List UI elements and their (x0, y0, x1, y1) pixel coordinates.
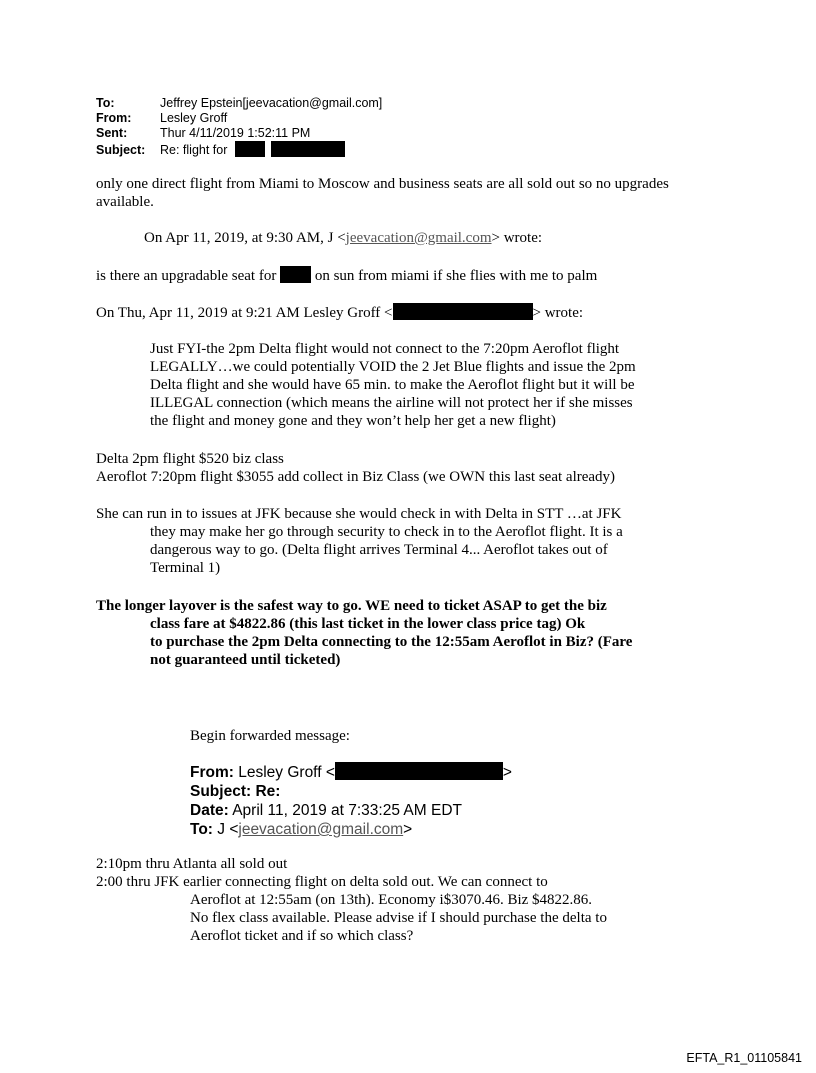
header-to (96, 96, 382, 111)
fwd-from-suffix: > (502, 764, 512, 781)
fwd-date (190, 801, 512, 820)
redaction-box (280, 266, 311, 283)
body-paragraph (96, 855, 607, 945)
fwd-from-label: From: (190, 764, 234, 781)
redaction-box (235, 141, 265, 157)
sent-label: Sent: (96, 126, 128, 140)
text-line: they may make her go through security to check in to the Aeroflot flight. It is a (150, 524, 623, 540)
text-line: Delta 2pm flight $520 biz class (96, 451, 284, 467)
header-sent (96, 126, 382, 141)
text-line: No flex class available. Please advise if I should purchase the delta to (190, 910, 607, 926)
text-line: Aeroflot 7:20pm flight $3055 add collect in Biz Class (we OWN this last seat already) (96, 469, 616, 485)
text-segment: on sun from miami if she flies with me to palm (314, 268, 598, 284)
text-line: LEGALLY…we could potentially VOID the 2 Jet Blue flights and issue the 2pm (150, 359, 636, 375)
fwd-to (190, 820, 512, 839)
fwd-from (190, 762, 512, 782)
text-line: the flight and money gone and they won’t help her get a new flight) (150, 413, 556, 429)
text-line: to purchase the 2pm Delta connecting to the 12:55am Aeroflot in Biz? (Fare (150, 634, 633, 650)
text-line: The longer layover is the safest way to go. WE need to ticket ASAP to get the biz (96, 598, 607, 614)
header-subject (96, 141, 382, 158)
bold-paragraph (96, 597, 632, 669)
fwd-date-label: Date: (190, 802, 229, 819)
fwd-to-prefix: J < (217, 821, 239, 838)
text-line: Aeroflot ticket and if so which class? (190, 928, 414, 944)
body-paragraph (96, 505, 623, 577)
quote-suffix: > wrote: (532, 305, 584, 321)
text-line: class fare at $4822.86 (this last ticket in the lower class price tag) Ok (150, 616, 586, 632)
fwd-subject-label: Subject: (190, 783, 252, 800)
subject-value: Re: flight for (160, 143, 228, 157)
fwd-from-value: Lesley Groff < (238, 764, 335, 781)
text-line: Aeroflot at 12:55am (on 13th). Economy i$3070.46. Biz $4822.86. (190, 892, 593, 908)
text-line: Just FYI-the 2pm Delta flight would not connect to the 7:20pm Aeroflot flight (150, 341, 620, 357)
text-line: 2:10pm thru Atlanta all sold out (96, 856, 288, 872)
quoted-paragraph (150, 340, 636, 430)
redaction-box (335, 762, 503, 780)
email-header (96, 96, 382, 158)
from-value: Lesley Groff (160, 111, 228, 125)
fwd-to-label: To: (190, 821, 213, 838)
body-paragraph: only one direct flight from Miami to Moscow and business seats are all sold out so no upgrades available. (96, 176, 669, 210)
text-line: She can run in to issues at JFK because she would check in with Delta in STT …at JFK (96, 506, 622, 522)
from-label: From: (96, 111, 132, 125)
email-link[interactable]: jeevacation@gmail.com (238, 821, 404, 838)
prices-paragraph (96, 450, 615, 486)
text-line: 2:00 thru JFK earlier connecting flight on delta sold out. We can connect to (96, 874, 548, 890)
fwd-subject (190, 782, 512, 801)
text-line: Delta flight and she would have 65 min. to make the Aeroflot flight but it will be (150, 377, 635, 393)
fwd-to-suffix: > (403, 821, 413, 838)
text-line: dangerous way to go. (Delta flight arrives Terminal 4... Aeroflot takes out of (150, 542, 608, 558)
sent-value: Thur 4/11/2019 1:52:11 PM (160, 126, 311, 140)
forwarded-intro: Begin forwarded message: (190, 728, 350, 744)
quote-header (96, 303, 583, 322)
text-line: Terminal 1) (150, 560, 221, 576)
fwd-date-value: April 11, 2019 at 7:33:25 AM EDT (232, 802, 462, 819)
quote-prefix: On Thu, Apr 11, 2019 at 9:21 AM Lesley Groff < (96, 305, 393, 321)
redaction-box (393, 303, 533, 320)
to-value: Jeffrey Epstein[jeevacation@gmail.com] (160, 96, 383, 110)
text-segment: is there an upgradable seat for (96, 268, 277, 284)
quote-suffix: > wrote: (491, 230, 543, 246)
redaction-box (271, 141, 345, 157)
body-paragraph (96, 266, 597, 285)
fwd-subject-value: Re: (255, 783, 281, 800)
quote-header (144, 229, 542, 247)
subject-label: Subject: (96, 143, 146, 157)
to-label: To: (96, 96, 115, 110)
quote-prefix: On Apr 11, 2019, at 9:30 AM, J < (144, 230, 346, 246)
email-link[interactable]: jeevacation@gmail.com (345, 230, 492, 246)
header-from (96, 111, 382, 126)
forwarded-header (190, 762, 512, 839)
text-line: not guaranteed until ticketed) (150, 652, 341, 668)
text-line: ILLEGAL connection (which means the airline will not protect her if she misses (150, 395, 633, 411)
document-id: EFTA_R1_01105841 (686, 1051, 802, 1065)
